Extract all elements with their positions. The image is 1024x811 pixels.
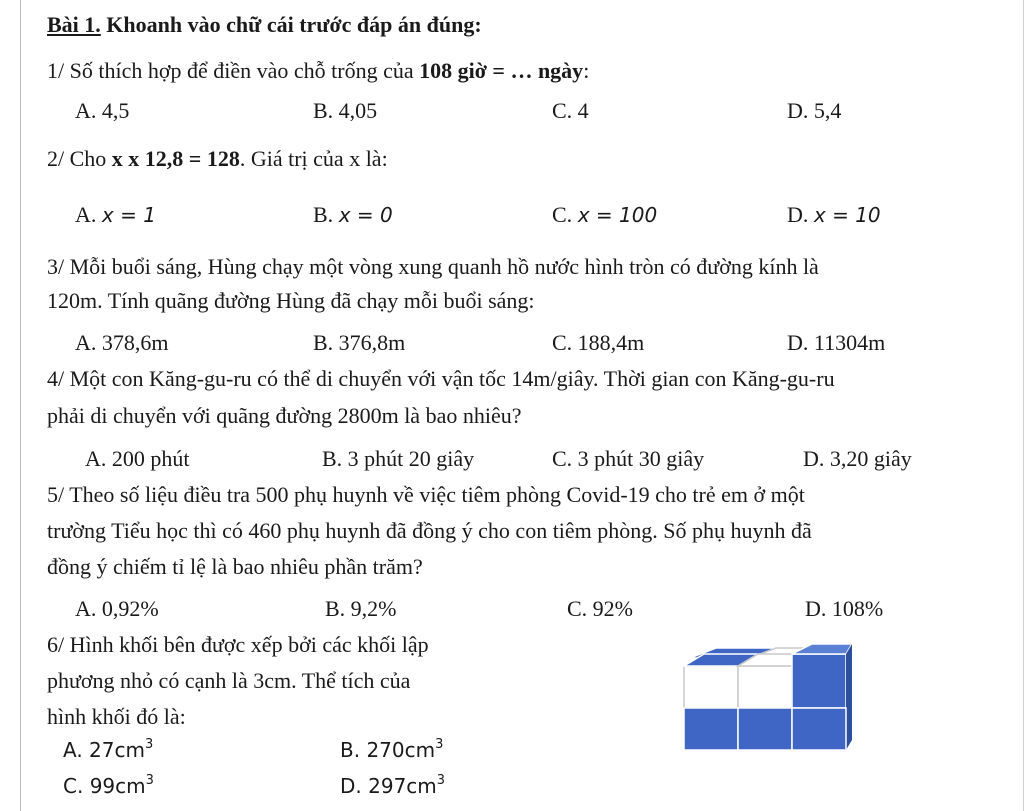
question-4-line-1: 4/ Một con Kăng-gu-ru có thể di chuyển với vận tốc 14m/giây. Thời gian con Kăng-gu-ru — [47, 366, 835, 391]
q6-option-a-letter: A. — [63, 738, 90, 762]
q3-option-a[interactable]: A. 378,6m — [75, 330, 169, 355]
question-3-line-1: 3/ Mỗi buổi sáng, Hùng chạy một vòng xung quanh hồ nước hình tròn có đường kính là — [47, 254, 819, 279]
question-2-expression: x x 12,8 = 128 — [111, 146, 240, 171]
q6-option-b[interactable] — [340, 737, 444, 762]
q2-option-a-expr: x = 1 — [101, 203, 156, 227]
cube-right-column-side — [846, 644, 852, 750]
question-5-line-2: trường Tiểu học thì có 460 phụ huynh đã đồng ý cho con tiêm phòng. Số phụ huynh đã — [47, 518, 812, 543]
cube-front-lower-1 — [684, 708, 738, 750]
q6-option-a-exponent: 3 — [144, 737, 154, 752]
q4-option-b[interactable]: B. 3 phút 20 giây — [322, 446, 475, 471]
left-border — [20, 0, 21, 811]
q2-option-a[interactable] — [75, 204, 156, 226]
cube-figure — [676, 644, 856, 756]
question-2-prefix: 2/ Cho — [47, 146, 112, 171]
question-2-suffix: . Giá trị của x là: — [239, 146, 388, 171]
q2-option-b-expr: x = 0 — [338, 203, 393, 227]
cube-front-lower-3 — [792, 708, 846, 750]
q6-option-c-letter: C. — [63, 774, 90, 798]
q6-option-b-value: 270cm — [366, 738, 436, 762]
cube-right-column-top — [792, 644, 852, 654]
q2-option-d-expr: x = 10 — [813, 203, 881, 227]
q6-option-c[interactable] — [63, 773, 154, 798]
q1-option-c[interactable]: C. 4 — [552, 98, 589, 123]
question-5-line-1: 5/ Theo số liệu điều tra 500 phụ huynh về việc tiêm phòng Covid-19 cho trẻ em ở một — [47, 482, 805, 507]
q4-option-a[interactable]: A. 200 phút — [85, 446, 190, 471]
question-6-line-2: phương nhỏ có cạnh là 3cm. Thể tích của — [47, 668, 411, 693]
q6-option-c-value: 99cm — [89, 774, 146, 798]
exercise-title — [47, 14, 482, 36]
q2-option-d-letter: D. — [787, 202, 814, 227]
cube-right-column — [792, 654, 846, 708]
cube-front-upper-1 — [684, 666, 738, 708]
q2-option-b[interactable] — [313, 204, 393, 226]
q2-option-c-letter: C. — [552, 202, 578, 227]
q6-option-d-exponent: 3 — [436, 773, 446, 788]
q2-option-b-letter: B. — [313, 202, 339, 227]
q5-option-d[interactable]: D. 108% — [805, 596, 884, 621]
q4-option-d[interactable]: D. 3,20 giây — [803, 446, 912, 471]
q2-option-a-letter: A. — [75, 202, 102, 227]
question-5-line-3: đồng ý chiếm tỉ lệ là bao nhiêu phần trăm? — [47, 554, 423, 579]
q4-option-c[interactable]: C. 3 phút 30 giây — [552, 446, 705, 471]
q6-option-a-value: 27cm — [89, 738, 145, 762]
q2-option-d[interactable] — [787, 204, 881, 226]
question-1 — [47, 60, 589, 82]
q6-option-a[interactable] — [63, 737, 154, 762]
exercise-label: Bài 1. — [47, 12, 101, 37]
q2-option-c-expr: x = 100 — [577, 203, 658, 227]
question-4-line-2: phải di chuyển với quãng đường 2800m là bao nhiêu? — [47, 403, 522, 428]
q2-option-c[interactable] — [552, 204, 657, 226]
q1-option-d[interactable]: D. 5,4 — [787, 98, 842, 123]
q3-option-d[interactable]: D. 11304m — [787, 330, 886, 355]
q3-option-c[interactable]: C. 188,4m — [552, 330, 645, 355]
question-6-line-1: 6/ Hình khối bên được xếp bởi các khối lập — [47, 632, 429, 657]
q1-option-a[interactable]: A. 4,5 — [75, 98, 130, 123]
question-2 — [47, 148, 388, 170]
cube-front-lower-2 — [738, 708, 792, 750]
q6-option-d[interactable] — [340, 773, 446, 798]
exercise-instruction: Khoanh vào chữ cái trước đáp án đúng: — [100, 12, 482, 37]
q3-option-b[interactable]: B. 376,8m — [313, 330, 406, 355]
q5-option-b[interactable]: B. 9,2% — [325, 596, 397, 621]
question-3-line-2: 120m. Tính quãng đường Hùng đã chạy mỗi buổi sáng: — [47, 288, 535, 313]
question-6-line-3: hình khối đó là: — [47, 704, 186, 729]
q5-option-c[interactable]: C. 92% — [567, 596, 633, 621]
q6-option-b-exponent: 3 — [435, 737, 444, 752]
q5-option-a[interactable]: A. 0,92% — [75, 596, 159, 621]
q6-option-c-exponent: 3 — [145, 773, 154, 788]
question-1-prefix: 1/ Số thích hợp để điền vào chỗ trống của — [47, 58, 420, 83]
cube-front-upper-2 — [738, 666, 792, 708]
q6-option-d-letter: D. — [340, 774, 369, 798]
q6-option-b-letter: B. — [340, 738, 367, 762]
question-1-suffix: : — [583, 58, 590, 83]
q1-option-b[interactable]: B. 4,05 — [313, 98, 378, 123]
q6-option-d-value: 297cm — [368, 774, 437, 798]
question-1-expression: 108 giờ = … ngày — [419, 58, 584, 83]
